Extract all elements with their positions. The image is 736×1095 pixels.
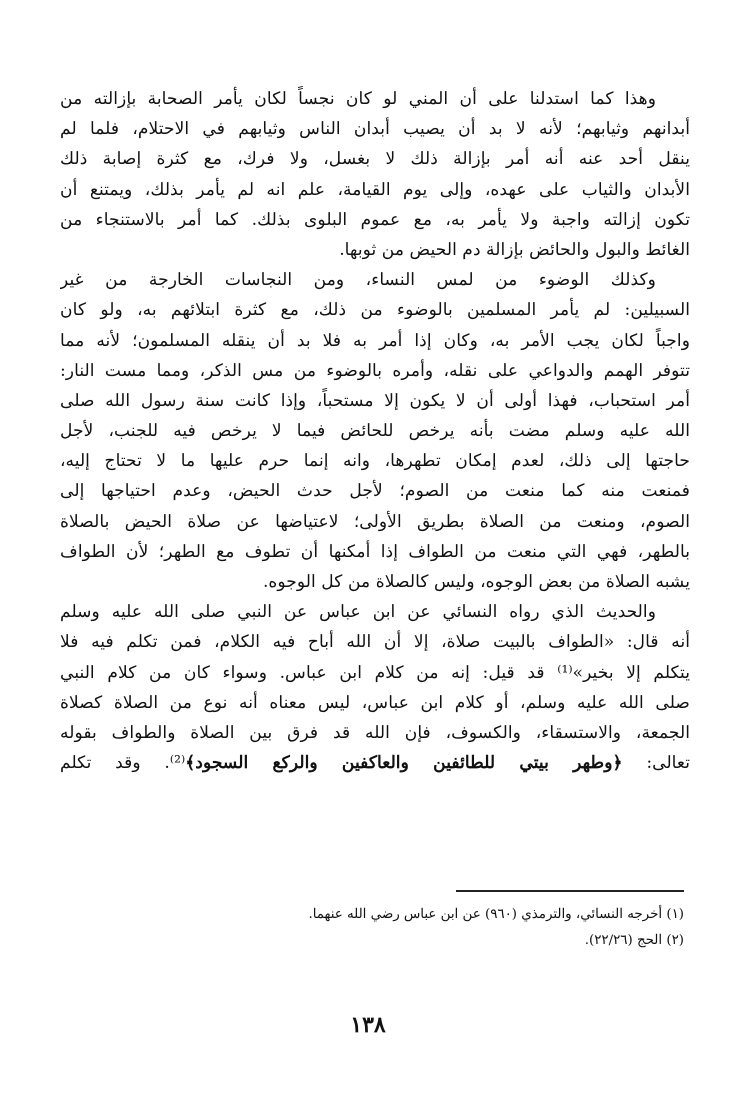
- text-line: يشبه الصلاة من بعض الوجوه، وليس كالصلاة من كل الوجوه.: [262, 572, 690, 592]
- text-line: واجباً لكان يجب الأمر به، وكان إذا أمر به فلا بد أن ينقله المسلمون؛ لأنه مما: [60, 330, 690, 351]
- text-line: أبدانهم وثيابهم؛ لأنه لا بد أن يصيب أبدان الناس وثيابهم في الاحتلام، فلما لم: [60, 119, 690, 140]
- text-line: الأبدان والثياب على عهده، وإلى يوم القيامة، علم انه لم يأمر بذلك، ويمتنع أن: [60, 179, 690, 200]
- footnote-1: (١) أخرجه النسائي، والترمذي (٩٦٠) عن ابن عباس رضي الله عنهما.: [308, 907, 684, 922]
- text-line: ينقل أحد عنه أنه أمر بإزالة ذلك لا بغسل، ولا فرك، مع كثرة إصابة ذلك: [60, 149, 690, 170]
- text-line: تتوفر الهمم والدواعي على نقله، وأمره بالوضوء من مس الذكر، ومما مست النار:: [60, 360, 690, 381]
- text-line: بالطهر، فهي التي منعت من الطواف إذا أمكنها أن تطوف مع الطهر؛ لأن الطواف: [60, 541, 690, 562]
- text-line: السبيلين: لم يأمر المسلمين بالوضوء من ذلك، مع كثرة ابتلائهم به، ولو كان: [60, 300, 690, 321]
- text-line: حاجتها إلى ذلك، لعدم إمكان تطهرها، وانه إنما حرم عليها ما لا تحتاج إليه،: [60, 451, 690, 472]
- text-line: صلى الله عليه وسلم، أو كلام ابن عباس، ليس معناه أنه نوع من الصلاة كصلاة: [60, 692, 690, 713]
- text-line: الصوم، ومنعت من الصلاة بطريق الأولى؛ لاعتياضها عن صلاة الحيض بالصلاة: [60, 511, 690, 532]
- text-line-verse: [60, 748, 690, 778]
- text-line: أنه قال: «الطواف بالبيت صلاة، إلا أن الله أباح فيه الكلام، فمن تكلم فيه فلا: [60, 632, 690, 653]
- text-line: أمر استحباب، فهذا أولى أن لا يكون إلا مستحباً، وإذا كانت سنة رسول الله صلى: [60, 390, 690, 411]
- text-line: والحديث الذي رواه النسائي عن ابن عباس عن النبي صلى الله عليه وسلم: [60, 602, 656, 623]
- footnote-separator: [456, 890, 684, 892]
- footnote-2: (٢) الحج (٢٢/٢٦).: [584, 933, 684, 948]
- footnotes: [60, 902, 684, 954]
- page-number: ١٣٨: [350, 1012, 386, 1038]
- verse-intro: تعالى:: [622, 753, 690, 774]
- verse-continuation: ⁽²⁾. وقد تكلم: [60, 753, 186, 774]
- text-line: وهذا كما استدلنا على أن المني لو كان نجساً لكان يأمر الصحابة بإزالته من: [60, 89, 656, 109]
- text-line: يتكلم إلا بخير»⁽¹⁾ قد قيل: إنه من كلام ابن عباس. وسواء كان من كلام النبي: [60, 662, 690, 683]
- text-line: تكون إزالته واجبة ولا يأمر به، مع عموم البلوى بذلك. كما أمر بالاستنجاء من: [60, 209, 690, 230]
- quran-verse: ﴿وطهر بيتي للطائفين والعاكفين والركع السجود﴾: [185, 753, 623, 774]
- text-line: الجمعة، والاستسقاء، والكسوف، فإن الله قد فرق بين الصلاة والطواف بقوله: [60, 722, 690, 743]
- text-line: الله عليه وسلم مضت بأنه يرخص للحائض فيما لا يرخص فيه للجنب، لأجل: [60, 421, 690, 442]
- text-line: فمنعت منه كما منعت من الصوم؛ لأجل حدث الحيض، وعدم احتياجها إلى: [60, 481, 690, 502]
- text-line: وكذلك الوضوء من لمس النساء، ومن النجاسات الخارجة من غير: [60, 270, 656, 291]
- text-line: الغائط والبول والحائض بإزالة دم الحيض من ثوبها.: [339, 239, 690, 260]
- page-body: [60, 84, 690, 778]
